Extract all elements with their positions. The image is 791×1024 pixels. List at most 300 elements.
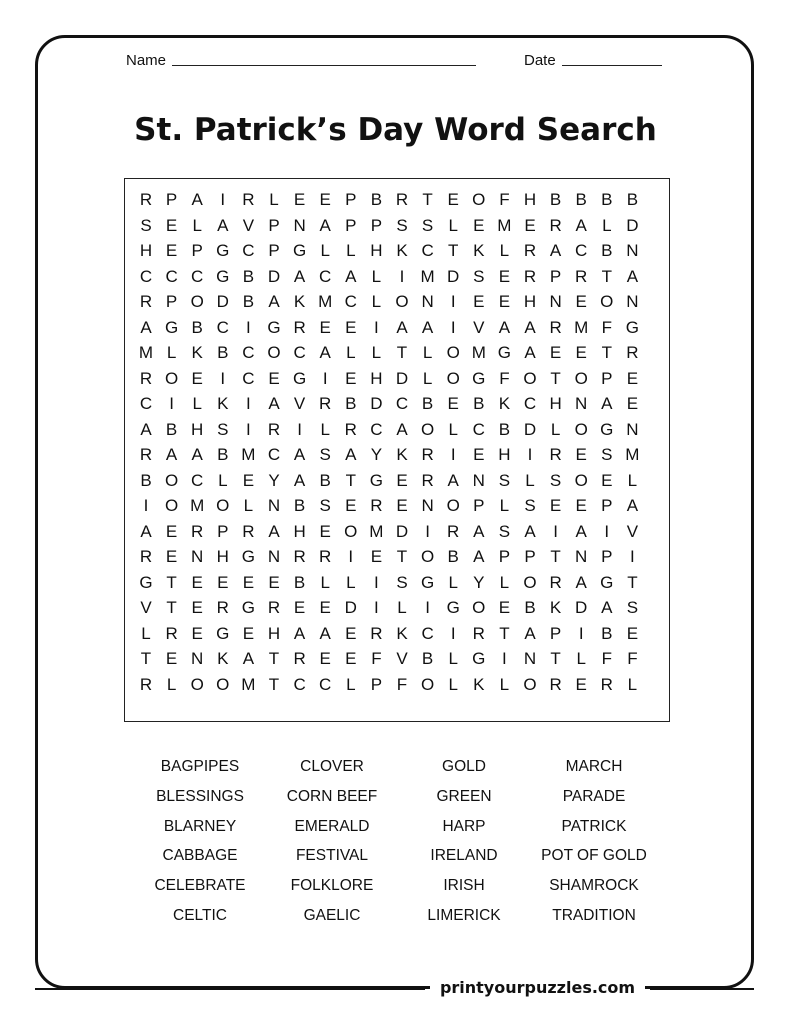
grid-letter[interactable]: K <box>217 649 229 668</box>
grid-letter[interactable]: N <box>267 547 281 566</box>
grid-letter[interactable]: A <box>601 394 613 413</box>
grid-letter[interactable]: P <box>165 292 178 311</box>
grid-letter[interactable]: A <box>319 623 331 643</box>
grid-letter[interactable]: O <box>574 419 588 439</box>
grid-letter[interactable]: N <box>191 547 204 566</box>
grid-letter[interactable]: E <box>191 623 203 643</box>
grid-letter[interactable]: D <box>267 266 281 286</box>
grid-letter[interactable]: L <box>346 343 356 362</box>
grid-letter[interactable]: E <box>575 445 587 464</box>
grid-letter[interactable]: D <box>395 368 409 388</box>
grid-letter[interactable]: O <box>472 190 486 209</box>
grid-letter[interactable]: B <box>498 419 511 439</box>
grid-letter[interactable]: L <box>499 241 510 260</box>
grid-letter[interactable]: G <box>216 241 230 260</box>
grid-letter[interactable]: I <box>450 623 456 643</box>
grid-letter[interactable]: P <box>345 190 357 209</box>
grid-letter[interactable]: D <box>344 598 357 617</box>
grid-letter[interactable]: K <box>473 241 485 260</box>
grid-letter[interactable]: G <box>600 419 614 439</box>
grid-letter[interactable]: B <box>140 470 152 490</box>
grid-letter[interactable]: R <box>421 445 434 464</box>
grid-letter[interactable]: I <box>450 317 456 337</box>
grid-letter[interactable]: V <box>140 598 152 617</box>
grid-letter[interactable]: H <box>549 394 562 413</box>
grid-letter[interactable]: M <box>318 292 333 311</box>
grid-letter[interactable]: T <box>550 649 561 668</box>
grid-letter[interactable]: O <box>190 292 204 311</box>
grid-letter[interactable]: B <box>165 419 178 439</box>
grid-letter[interactable]: O <box>574 470 588 490</box>
grid-letter[interactable]: O <box>472 598 486 617</box>
grid-letter[interactable]: L <box>192 394 202 413</box>
grid-letter[interactable]: A <box>524 343 536 362</box>
grid-letter[interactable]: F <box>499 190 510 209</box>
grid-letter[interactable]: I <box>374 572 379 592</box>
grid-letter[interactable]: E <box>524 215 536 235</box>
grid-letter[interactable]: B <box>293 572 306 592</box>
grid-letter[interactable]: R <box>523 241 537 260</box>
grid-letter[interactable]: B <box>293 496 306 515</box>
grid-letter[interactable]: N <box>575 547 588 566</box>
grid-letter[interactable]: E <box>319 317 331 337</box>
grid-letter[interactable]: M <box>497 215 512 235</box>
grid-letter[interactable]: O <box>164 470 179 490</box>
grid-letter[interactable]: P <box>473 496 485 515</box>
grid-letter[interactable]: E <box>293 598 306 617</box>
grid-letter[interactable]: E <box>319 649 331 668</box>
grid-letter[interactable]: I <box>604 521 610 541</box>
grid-letter[interactable]: P <box>345 215 357 235</box>
grid-letter[interactable]: C <box>242 241 255 260</box>
grid-letter[interactable]: S <box>473 266 485 286</box>
grid-letter[interactable]: T <box>627 572 638 592</box>
grid-letter[interactable]: P <box>549 266 562 286</box>
grid-letter[interactable]: E <box>268 572 280 592</box>
grid-letter[interactable]: A <box>447 470 459 490</box>
grid-letter[interactable]: L <box>422 343 433 362</box>
grid-letter[interactable]: S <box>524 496 536 515</box>
grid-letter[interactable]: R <box>370 623 383 643</box>
grid-letter[interactable]: K <box>396 623 408 643</box>
grid-letter[interactable]: E <box>575 292 587 311</box>
grid-letter[interactable]: L <box>627 674 638 694</box>
grid-letter[interactable]: S <box>396 572 408 592</box>
grid-letter[interactable]: A <box>242 649 255 668</box>
grid-letter[interactable]: F <box>371 649 382 668</box>
grid-letter[interactable]: E <box>396 470 408 490</box>
grid-letter[interactable]: H <box>523 190 537 209</box>
grid-letter[interactable]: O <box>216 496 230 515</box>
grid-letter[interactable]: A <box>549 241 562 260</box>
grid-letter[interactable]: C <box>293 674 306 694</box>
grid-letter[interactable]: I <box>553 521 558 541</box>
grid-letter[interactable]: B <box>447 547 459 566</box>
grid-letter[interactable]: H <box>293 521 306 541</box>
grid-letter[interactable]: C <box>242 368 255 388</box>
grid-letter[interactable]: G <box>625 317 639 337</box>
grid-letter[interactable]: L <box>371 343 382 362</box>
grid-letter[interactable]: R <box>139 547 153 566</box>
grid-letter[interactable]: R <box>242 190 255 209</box>
grid-letter[interactable]: V <box>473 317 485 337</box>
grid-letter[interactable]: S <box>601 445 613 464</box>
grid-letter[interactable]: K <box>498 394 511 413</box>
grid-letter[interactable]: R <box>165 623 178 643</box>
grid-letter[interactable]: R <box>242 521 255 541</box>
grid-letter[interactable]: E <box>473 215 485 235</box>
grid-letter[interactable]: E <box>447 394 459 413</box>
grid-letter[interactable]: B <box>242 292 255 311</box>
grid-letter[interactable]: L <box>371 266 382 286</box>
grid-letter[interactable]: B <box>575 190 587 209</box>
grid-letter[interactable]: A <box>524 521 536 541</box>
grid-letter[interactable]: N <box>626 292 639 311</box>
grid-letter[interactable]: P <box>268 215 280 235</box>
grid-letter[interactable]: L <box>602 215 612 235</box>
grid-letter[interactable]: K <box>473 674 485 694</box>
grid-letter[interactable]: E <box>165 547 178 566</box>
grid-letter[interactable]: M <box>190 496 205 515</box>
grid-letter[interactable]: R <box>472 623 485 643</box>
date-field[interactable] <box>524 52 662 69</box>
grid-letter[interactable]: A <box>524 623 536 643</box>
grid-letter[interactable]: I <box>630 547 635 566</box>
grid-letter[interactable]: C <box>165 266 178 286</box>
grid-letter[interactable]: E <box>626 623 639 643</box>
grid-letter[interactable]: R <box>139 445 153 464</box>
grid-letter[interactable]: S <box>421 215 434 235</box>
grid-letter[interactable]: S <box>498 470 511 490</box>
grid-letter[interactable]: S <box>498 521 511 541</box>
grid-letter[interactable]: A <box>268 521 280 541</box>
grid-letter[interactable]: E <box>498 266 511 286</box>
grid-letter[interactable]: E <box>217 572 229 592</box>
grid-letter[interactable]: B <box>421 394 434 413</box>
grid-letter[interactable]: A <box>293 266 306 286</box>
grid-letter[interactable]: B <box>601 241 613 260</box>
grid-letter[interactable]: S <box>319 496 331 515</box>
grid-letter[interactable]: M <box>241 445 256 464</box>
grid-letter[interactable]: Y <box>473 572 485 592</box>
grid-letter[interactable]: P <box>370 215 383 235</box>
grid-letter[interactable]: A <box>217 215 229 235</box>
grid-letter[interactable]: G <box>472 368 486 388</box>
grid-letter[interactable]: L <box>525 470 535 490</box>
grid-letter[interactable]: E <box>345 496 357 515</box>
grid-letter[interactable]: F <box>601 649 612 668</box>
grid-letter[interactable]: L <box>550 419 561 439</box>
grid-letter[interactable]: O <box>523 572 537 592</box>
grid-letter[interactable]: C <box>319 266 332 286</box>
grid-letter[interactable]: O <box>420 547 435 566</box>
grid-letter[interactable]: E <box>396 496 408 515</box>
grid-letter[interactable]: R <box>523 266 537 286</box>
grid-letter[interactable]: E <box>191 598 203 617</box>
grid-letter[interactable]: R <box>549 215 562 235</box>
grid-letter[interactable]: C <box>139 266 153 286</box>
grid-letter[interactable]: G <box>267 317 281 337</box>
grid-letter[interactable]: R <box>626 343 639 362</box>
grid-letter[interactable]: S <box>319 445 331 464</box>
grid-letter[interactable]: E <box>370 547 383 566</box>
grid-letter[interactable]: L <box>499 496 510 515</box>
grid-letter[interactable]: R <box>344 419 357 439</box>
grid-letter[interactable]: H <box>498 445 511 464</box>
grid-letter[interactable]: A <box>575 521 587 541</box>
grid-letter[interactable]: G <box>139 572 153 592</box>
grid-letter[interactable]: L <box>448 215 458 235</box>
grid-letter[interactable]: N <box>626 419 639 439</box>
grid-letter[interactable]: T <box>268 674 280 694</box>
grid-letter[interactable]: A <box>140 317 152 337</box>
grid-letter[interactable]: C <box>344 292 357 311</box>
grid-letter[interactable]: B <box>345 394 357 413</box>
grid-letter[interactable]: E <box>293 190 306 209</box>
grid-letter[interactable]: R <box>549 317 562 337</box>
grid-letter[interactable]: N <box>421 496 434 515</box>
grid-letter[interactable]: E <box>165 521 178 541</box>
grid-letter[interactable]: A <box>575 572 587 592</box>
grid-letter[interactable]: M <box>241 674 256 694</box>
grid-letter[interactable]: L <box>448 419 458 439</box>
grid-letter[interactable]: P <box>601 368 613 388</box>
grid-letter[interactable]: D <box>370 394 383 413</box>
grid-letter[interactable]: A <box>293 470 306 490</box>
grid-letter[interactable]: P <box>601 547 613 566</box>
grid-letter[interactable]: M <box>420 266 435 286</box>
grid-letter[interactable]: K <box>217 394 229 413</box>
grid-letter[interactable]: F <box>396 674 408 694</box>
grid-letter[interactable]: O <box>164 496 179 515</box>
grid-letter[interactable]: A <box>319 343 331 362</box>
grid-letter[interactable]: I <box>246 394 251 413</box>
grid-letter[interactable]: G <box>600 572 614 592</box>
grid-letter[interactable]: P <box>217 521 229 541</box>
grid-letter[interactable]: L <box>269 190 279 209</box>
grid-letter[interactable]: R <box>267 419 281 439</box>
grid-letter[interactable]: S <box>396 215 408 235</box>
grid-letter[interactable]: C <box>395 394 409 413</box>
grid-letter[interactable]: E <box>626 368 639 388</box>
grid-letter[interactable]: B <box>626 190 639 209</box>
grid-letter[interactable]: E <box>345 368 357 388</box>
grid-letter[interactable]: A <box>345 445 357 464</box>
grid-letter[interactable]: T <box>550 368 561 388</box>
grid-letter[interactable]: E <box>575 674 587 694</box>
grid-letter[interactable]: A <box>575 215 587 235</box>
grid-letter[interactable]: N <box>421 292 434 311</box>
grid-letter[interactable]: K <box>396 445 408 464</box>
grid-letter[interactable]: R <box>600 674 613 694</box>
grid-letter[interactable]: R <box>293 547 306 566</box>
grid-letter[interactable]: L <box>397 598 407 617</box>
grid-letter[interactable]: C <box>191 470 204 490</box>
grid-letter[interactable]: I <box>322 368 328 388</box>
grid-letter[interactable]: I <box>578 623 584 643</box>
grid-letter[interactable]: B <box>421 649 434 668</box>
grid-letter[interactable]: V <box>396 649 408 668</box>
grid-letter[interactable]: P <box>498 547 511 566</box>
grid-letter[interactable]: L <box>422 368 433 388</box>
grid-letter[interactable]: E <box>498 292 511 311</box>
grid-letter[interactable]: N <box>626 241 639 260</box>
grid-letter[interactable]: G <box>369 470 383 490</box>
grid-letter[interactable]: E <box>345 649 357 668</box>
grid-letter[interactable]: A <box>473 521 485 541</box>
grid-letter[interactable]: G <box>446 598 460 617</box>
grid-letter[interactable]: R <box>293 317 306 337</box>
grid-letter[interactable]: B <box>217 343 229 362</box>
grid-letter[interactable]: T <box>268 649 280 668</box>
grid-letter[interactable]: A <box>524 317 536 337</box>
grid-letter[interactable]: I <box>425 598 430 617</box>
grid-letter[interactable]: O <box>420 674 435 694</box>
grid-letter[interactable]: B <box>473 394 485 413</box>
grid-letter[interactable]: M <box>369 521 384 541</box>
grid-letter[interactable]: Y <box>268 470 280 490</box>
grid-letter[interactable]: I <box>246 419 251 439</box>
grid-letter[interactable]: H <box>216 547 229 566</box>
grid-letter[interactable]: N <box>523 649 537 668</box>
grid-letter[interactable]: T <box>140 649 152 668</box>
grid-letter[interactable]: I <box>220 190 226 209</box>
grid-letter[interactable]: E <box>498 598 511 617</box>
grid-letter[interactable]: E <box>165 241 178 260</box>
grid-letter[interactable]: D <box>447 266 460 286</box>
grid-letter[interactable]: C <box>319 674 332 694</box>
grid-letter[interactable]: O <box>395 292 409 311</box>
grid-letter[interactable]: K <box>396 241 408 260</box>
grid-letter[interactable]: T <box>396 343 408 362</box>
grid-letter[interactable]: R <box>549 572 562 592</box>
grid-letter[interactable]: R <box>139 292 153 311</box>
grid-letter[interactable]: C <box>575 241 588 260</box>
grid-letter[interactable]: O <box>523 674 537 694</box>
grid-letter[interactable]: L <box>499 674 510 694</box>
grid-letter[interactable]: I <box>143 496 149 515</box>
grid-letter[interactable]: L <box>243 496 254 515</box>
grid-letter[interactable]: P <box>165 190 178 209</box>
grid-letter[interactable]: E <box>345 317 357 337</box>
grid-letter[interactable]: H <box>370 368 383 388</box>
name-field[interactable] <box>126 52 476 69</box>
grid-letter[interactable]: O <box>574 368 588 388</box>
grid-letter[interactable]: S <box>217 419 229 439</box>
grid-letter[interactable]: L <box>320 241 330 260</box>
grid-letter[interactable]: A <box>319 215 331 235</box>
grid-letter[interactable]: P <box>524 547 536 566</box>
grid-letter[interactable]: L <box>346 241 356 260</box>
grid-letter[interactable]: P <box>370 674 383 694</box>
grid-letter[interactable]: A <box>473 547 485 566</box>
grid-letter[interactable]: E <box>601 470 613 490</box>
grid-letter[interactable]: K <box>191 343 203 362</box>
grid-letter[interactable]: L <box>576 649 586 668</box>
grid-letter[interactable]: C <box>293 343 306 362</box>
grid-letter[interactable]: O <box>446 343 460 362</box>
grid-letter[interactable]: M <box>138 343 154 362</box>
grid-letter[interactable]: M <box>574 317 589 337</box>
grid-letter[interactable]: Y <box>370 445 383 464</box>
grid-letter[interactable]: O <box>216 674 230 694</box>
grid-letter[interactable]: P <box>601 496 613 515</box>
grid-letter[interactable]: E <box>549 343 562 362</box>
grid-letter[interactable]: C <box>421 241 434 260</box>
grid-letter[interactable]: E <box>242 572 255 592</box>
grid-letter[interactable]: F <box>627 649 638 668</box>
grid-letter[interactable]: F <box>499 368 510 388</box>
grid-letter[interactable]: D <box>575 598 588 617</box>
grid-letter[interactable]: G <box>292 368 307 388</box>
grid-letter[interactable]: B <box>191 317 203 337</box>
grid-letter[interactable]: I <box>527 445 533 464</box>
grid-letter[interactable]: L <box>346 674 356 694</box>
grid-letter[interactable]: T <box>166 598 177 617</box>
grid-letter[interactable]: E <box>165 649 178 668</box>
grid-letter[interactable]: G <box>216 266 230 286</box>
grid-letter[interactable]: E <box>575 496 587 515</box>
grid-letter[interactable]: G <box>420 572 435 592</box>
grid-letter[interactable]: A <box>165 445 178 464</box>
grid-letter[interactable]: C <box>191 266 204 286</box>
grid-letter[interactable]: V <box>293 394 306 413</box>
grid-letter[interactable]: V <box>626 521 639 541</box>
grid-letter[interactable]: A <box>396 317 408 337</box>
grid-letter[interactable]: E <box>191 368 203 388</box>
grid-letter[interactable]: L <box>320 572 330 592</box>
grid-letter[interactable]: B <box>242 266 255 286</box>
grid-letter[interactable]: R <box>319 394 332 413</box>
grid-letter[interactable]: E <box>345 623 357 643</box>
grid-letter[interactable]: E <box>319 598 331 617</box>
grid-letter[interactable]: T <box>550 547 561 566</box>
grid-letter[interactable]: L <box>499 572 510 592</box>
grid-letter[interactable]: E <box>549 496 562 515</box>
grid-letter[interactable]: L <box>192 215 202 235</box>
grid-letter[interactable]: R <box>267 598 281 617</box>
grid-letter[interactable]: A <box>268 292 280 311</box>
grid-letter[interactable]: B <box>217 445 229 464</box>
grid-letter[interactable]: S <box>626 598 639 617</box>
grid-letter[interactable]: S <box>549 470 562 490</box>
grid-letter[interactable]: L <box>141 623 151 643</box>
grid-letter[interactable]: A <box>140 419 152 439</box>
grid-letter[interactable]: H <box>191 419 204 439</box>
grid-letter[interactable]: N <box>191 649 204 668</box>
grid-letter[interactable]: A <box>293 623 306 643</box>
grid-letter[interactable]: N <box>472 470 485 490</box>
grid-letter[interactable]: C <box>523 394 537 413</box>
grid-letter[interactable]: P <box>549 623 562 643</box>
grid-letter[interactable]: N <box>549 292 562 311</box>
grid-letter[interactable]: O <box>523 368 537 388</box>
grid-letter[interactable]: L <box>218 470 228 490</box>
grid-letter[interactable]: C <box>216 317 229 337</box>
grid-letter[interactable]: A <box>268 394 280 413</box>
grid-letter[interactable]: E <box>473 445 485 464</box>
grid-letter[interactable]: G <box>497 343 511 362</box>
grid-letter[interactable]: G <box>241 598 255 617</box>
grid-letter[interactable]: B <box>549 190 562 209</box>
grid-letter[interactable]: R <box>575 266 588 286</box>
grid-letter[interactable]: L <box>371 292 382 311</box>
grid-letter[interactable]: G <box>241 547 255 566</box>
grid-letter[interactable]: I <box>374 317 379 337</box>
grid-letter[interactable]: S <box>140 215 152 235</box>
grid-letter[interactable]: P <box>191 241 203 260</box>
grid-letter[interactable]: D <box>395 521 409 541</box>
